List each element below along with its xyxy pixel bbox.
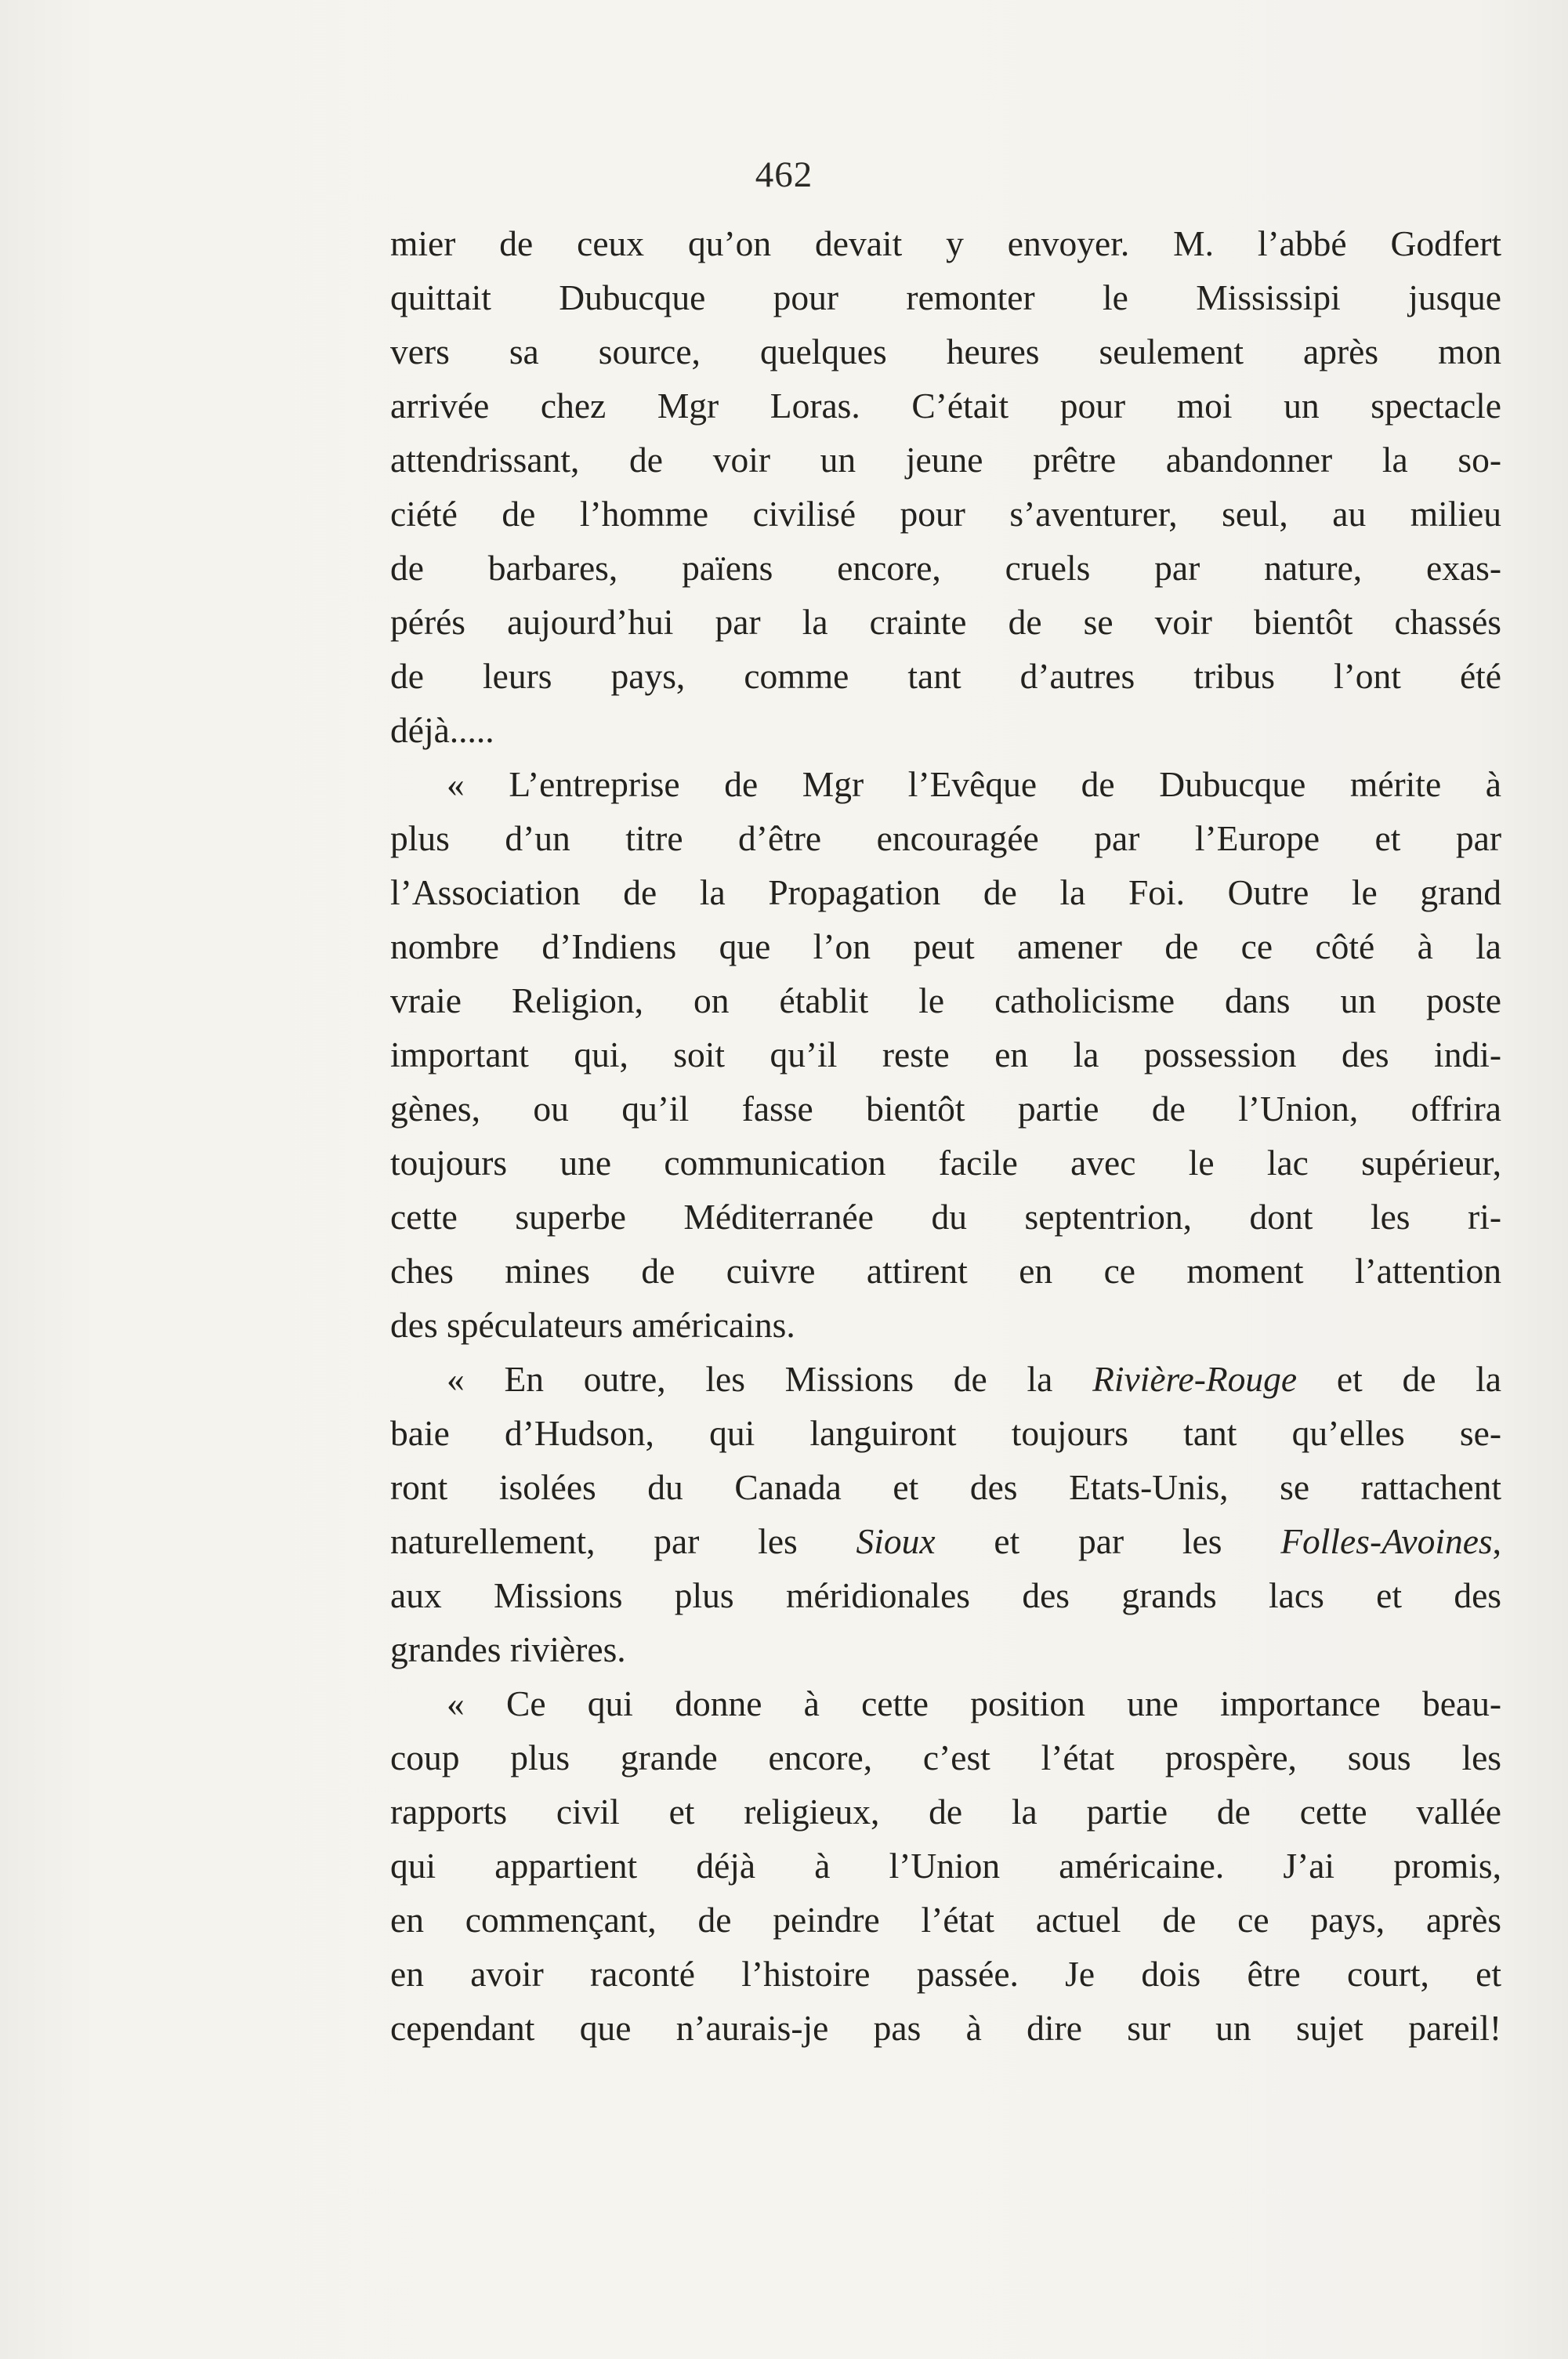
text-line: de leurs pays, comme tant d’autres tribus l’ont été — [390, 656, 1501, 696]
paragraph-end-line: grandes rivières. — [390, 1629, 626, 1669]
paragraph-end-line: déjà..... — [390, 710, 494, 750]
text-line: plus d’un titre d’être encouragée par l’Europe et par — [390, 818, 1501, 858]
text-line: qui appartient déjà à l’Union américaine. J’ai promis, — [390, 1846, 1501, 1886]
text-line: cependant que n’aurais-je pas à dire sur un sujet pareil! — [390, 2008, 1501, 2048]
text-line — [390, 1514, 1501, 1568]
text-line: ciété de l’homme civilisé pour s’aventurer, seul, au milieu — [390, 494, 1501, 534]
text-line: quittait Dubucque pour remonter le Mississipi jusque — [390, 277, 1501, 317]
text-line: en commençant, de peindre l’état actuel de ce pays, après — [390, 1900, 1501, 1940]
text-line: mier de ceux qu’on devait y envoyer. M. l’abbé Godfert — [390, 223, 1501, 263]
line-segment: , — [1492, 1521, 1501, 1561]
text-line: important qui, soit qu’il reste en la possession des indi- — [390, 1035, 1501, 1074]
text-line: nombre d’Indiens que l’on peut amener de ce côté à la — [390, 926, 1501, 966]
paragraph-start-line: « Ce qui donne à cette position une importance beau- — [447, 1683, 1501, 1723]
text-line: cette superbe Méditerranée du septentrion, dont les ri- — [390, 1197, 1501, 1237]
text-line: arrivée chez Mgr Loras. C’était pour moi un spectacle — [390, 386, 1501, 426]
text-line: vraie Religion, on établit le catholicisme dans un poste — [390, 980, 1501, 1020]
text-line: de barbares, païens encore, cruels par nature, exas- — [390, 548, 1501, 588]
text-line: coup plus grande encore, c’est l’état prospère, sous les — [390, 1738, 1501, 1777]
paragraph-end-line: des spéculateurs américains. — [390, 1305, 795, 1345]
text-line: aux Missions plus méridionales des grands lacs et des — [390, 1575, 1501, 1615]
page-number: 462 — [755, 154, 813, 195]
line-segment: et par les — [935, 1521, 1281, 1561]
tribe-name-italic: Sioux — [856, 1521, 936, 1561]
tribe-name-italic: Folles-Avoines — [1280, 1521, 1493, 1561]
text-line: vers sa source, quelques heures seulement après mon — [390, 332, 1501, 371]
text-line: gènes, ou qu’il fasse bientôt partie de l’Union, offrira — [390, 1089, 1501, 1129]
body-text — [390, 216, 1501, 2055]
place-name-italic: Rivière-Rouge — [1092, 1359, 1298, 1399]
text-line: rapports civil et religieux, de la partie de cette vallée — [390, 1792, 1501, 1832]
text-line: attendrissant, de voir un jeune prêtre abandonner la so- — [390, 440, 1501, 480]
text-line: en avoir raconté l’histoire passée. Je dois être court, et — [390, 1954, 1501, 1994]
text-line: baie d’Hudson, qui languiront toujours tant qu’elles se- — [390, 1413, 1501, 1453]
text-line: ront isolées du Canada et des Etats-Unis, se rattachent — [390, 1467, 1501, 1507]
line-segment: et de la — [1297, 1359, 1501, 1399]
text-line: l’Association de la Propagation de la Foi. Outre le grand — [390, 872, 1501, 912]
text-line: pérés aujourd’hui par la crainte de se voir bientôt chassés — [390, 602, 1501, 642]
paragraph-start-line — [390, 1352, 1501, 1406]
text-line: ches mines de cuivre attirent en ce moment l’attention — [390, 1251, 1501, 1291]
line-segment: naturellement, par les — [390, 1521, 856, 1561]
paragraph-start-line: « L’entreprise de Mgr l’Evêque de Dubucque mérite à — [447, 764, 1501, 804]
text-line: toujours une communication facile avec le lac supérieur, — [390, 1143, 1501, 1183]
line-segment: « En outre, les Missions de la — [447, 1359, 1093, 1399]
